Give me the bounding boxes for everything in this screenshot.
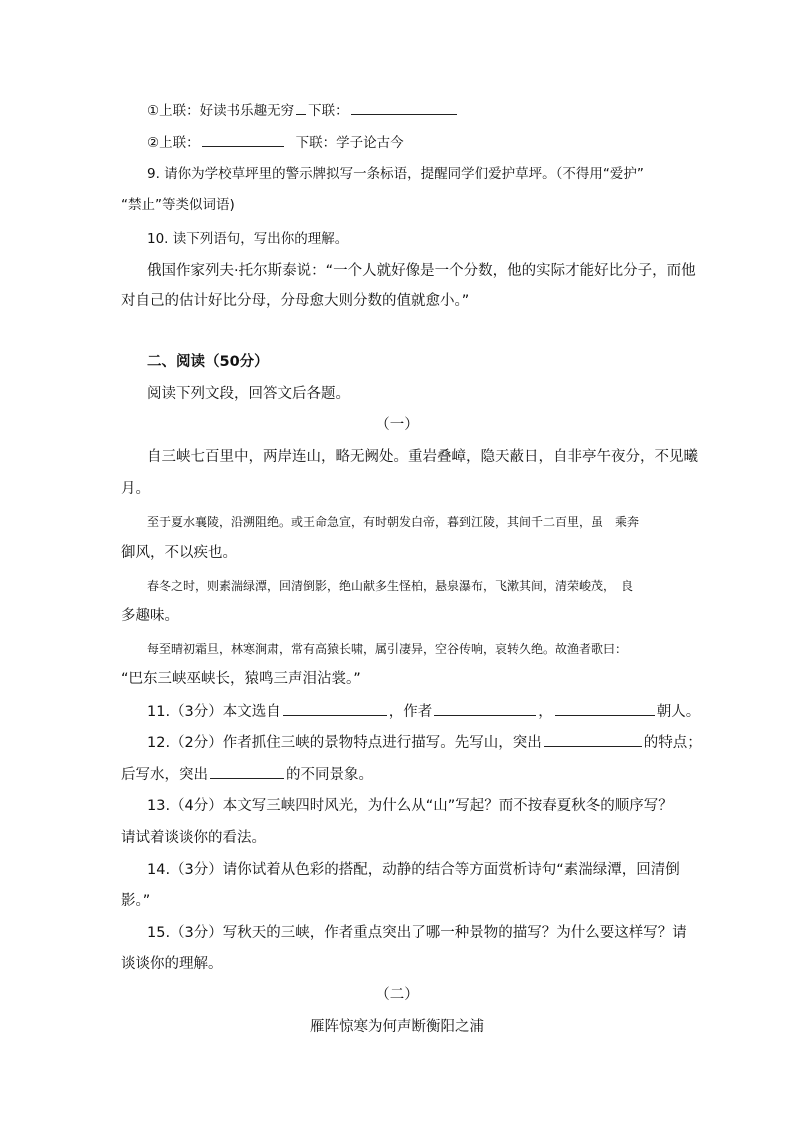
q9-text-line1: 9. 请你为学校草坪里的警示牌拟写一条标语，提醒同学们爱护草坪。（不得用“爱护” [147, 166, 644, 182]
couplet-1-answer-blank[interactable] [351, 102, 457, 115]
q12-mid: 的特点； [643, 735, 702, 751]
q12-line2 [121, 766, 373, 784]
passage-p2-line2: 御风，不以疾也。 [121, 545, 237, 561]
q12-prompt: 12.（2分）作者抓住三峡的景物特点进行描写。先写山，突出 [147, 735, 542, 751]
q14-line2: 影。” [121, 893, 151, 909]
couplet-2-line [147, 134, 404, 152]
q13-line2: 请试着谈谈你的看法。 [121, 830, 266, 846]
part2-title: （二） [375, 987, 419, 1003]
q14-line1: 14.（3分）请你试着从色彩的搭配，动静的结合等方面赏析诗句“素湍绿潭，回清倒 [147, 862, 680, 878]
q10-text: 10. 读下列语句，写出你的理解。 [147, 231, 349, 247]
q11-dynasty-blank[interactable] [555, 703, 655, 716]
q12-line1 [147, 734, 702, 752]
couplet-1-gap [296, 102, 306, 115]
q9-text-line2: “禁止”等类似词语) [121, 197, 235, 213]
couplet-2-upper-label: ②上联： [147, 135, 200, 151]
q11-prompt: 11.（3分）本文选自 [147, 704, 281, 720]
couplet-1-upper: ①上联：好读书乐趣无穷 [147, 103, 295, 119]
q11-source-blank[interactable] [283, 703, 387, 716]
passage-p1-line1: 自三峡七百里中，两岸连山，略无阙处。重岩叠嶂，隐天蔽日，自非亭午夜分，不见曦 [147, 449, 698, 465]
q11-author-blank[interactable] [434, 703, 536, 716]
q15-line2: 谈谈你的理解。 [121, 956, 223, 972]
part2-subtitle: 雁阵惊寒为何声断衡阳之浦 [310, 1019, 484, 1035]
q12-mountain-blank[interactable] [544, 734, 642, 747]
quote-line2: 对自己的估计好比分母，分母愈大则分数的值就愈小。” [121, 293, 470, 309]
passage-p1-line2: 月。 [121, 481, 150, 497]
passage-p3-line2: 多趣味。 [121, 608, 179, 624]
q11-author-label: ，作者 [388, 704, 433, 720]
passage-p2-line1: 至于夏水襄陵，沿溯阻绝。或王命急宣，有时朝发白帝，暮到江陵，其间千二百里，虽 乘奔 [147, 515, 640, 529]
passage-p3-line1: 春冬之时，则素湍绿潭，回清倒影，绝山献多生怪柏，悬泉瀑布，飞漱其间，清荣峻茂， 良 [147, 579, 634, 593]
passage-p4-line1: 每至晴初霜旦，林寒涧肃，常有高猿长啸，属引凄异，空谷传响，哀转久绝。故渔者歌曰： [147, 642, 628, 656]
q12-water-label: 后写水，突出 [121, 767, 208, 783]
part1-title: （一） [375, 417, 419, 433]
section2-title: 二、阅读（50分） [147, 354, 269, 370]
couplet-1-lower-label: 下联： [308, 103, 349, 119]
q11-suffix: 朝人。 [656, 704, 701, 720]
couplet-2-answer-blank[interactable] [202, 134, 284, 147]
quote-line1: 俄国作家列夫·托尔斯泰说：“一个人就好像是一个分数，他的实际才能好比分子，而他 [147, 263, 696, 279]
passage-p4-line2: “巴东三峡巫峡长，猿鸣三声泪沾裳。” [121, 671, 361, 687]
q11-line [147, 703, 700, 721]
q12-suffix: 的不同景象。 [286, 767, 373, 783]
q15-line1: 15.（3分）写秋天的三峡，作者重点突出了哪一种景物的描写？为什么要这样写？请 [147, 925, 687, 941]
q13-line1: 13.（4分）本文写三峡四时风光，为什么从“山”写起？而不按春夏秋冬的顺序写？ [147, 798, 673, 814]
section2-intro: 阅读下列文段，回答文后各题。 [147, 386, 350, 402]
couplet-1-line [147, 102, 459, 120]
couplet-2-lower: 下联：学子论古今 [295, 135, 404, 151]
q12-water-blank[interactable] [210, 766, 284, 779]
q11-comma: ， [538, 704, 553, 720]
